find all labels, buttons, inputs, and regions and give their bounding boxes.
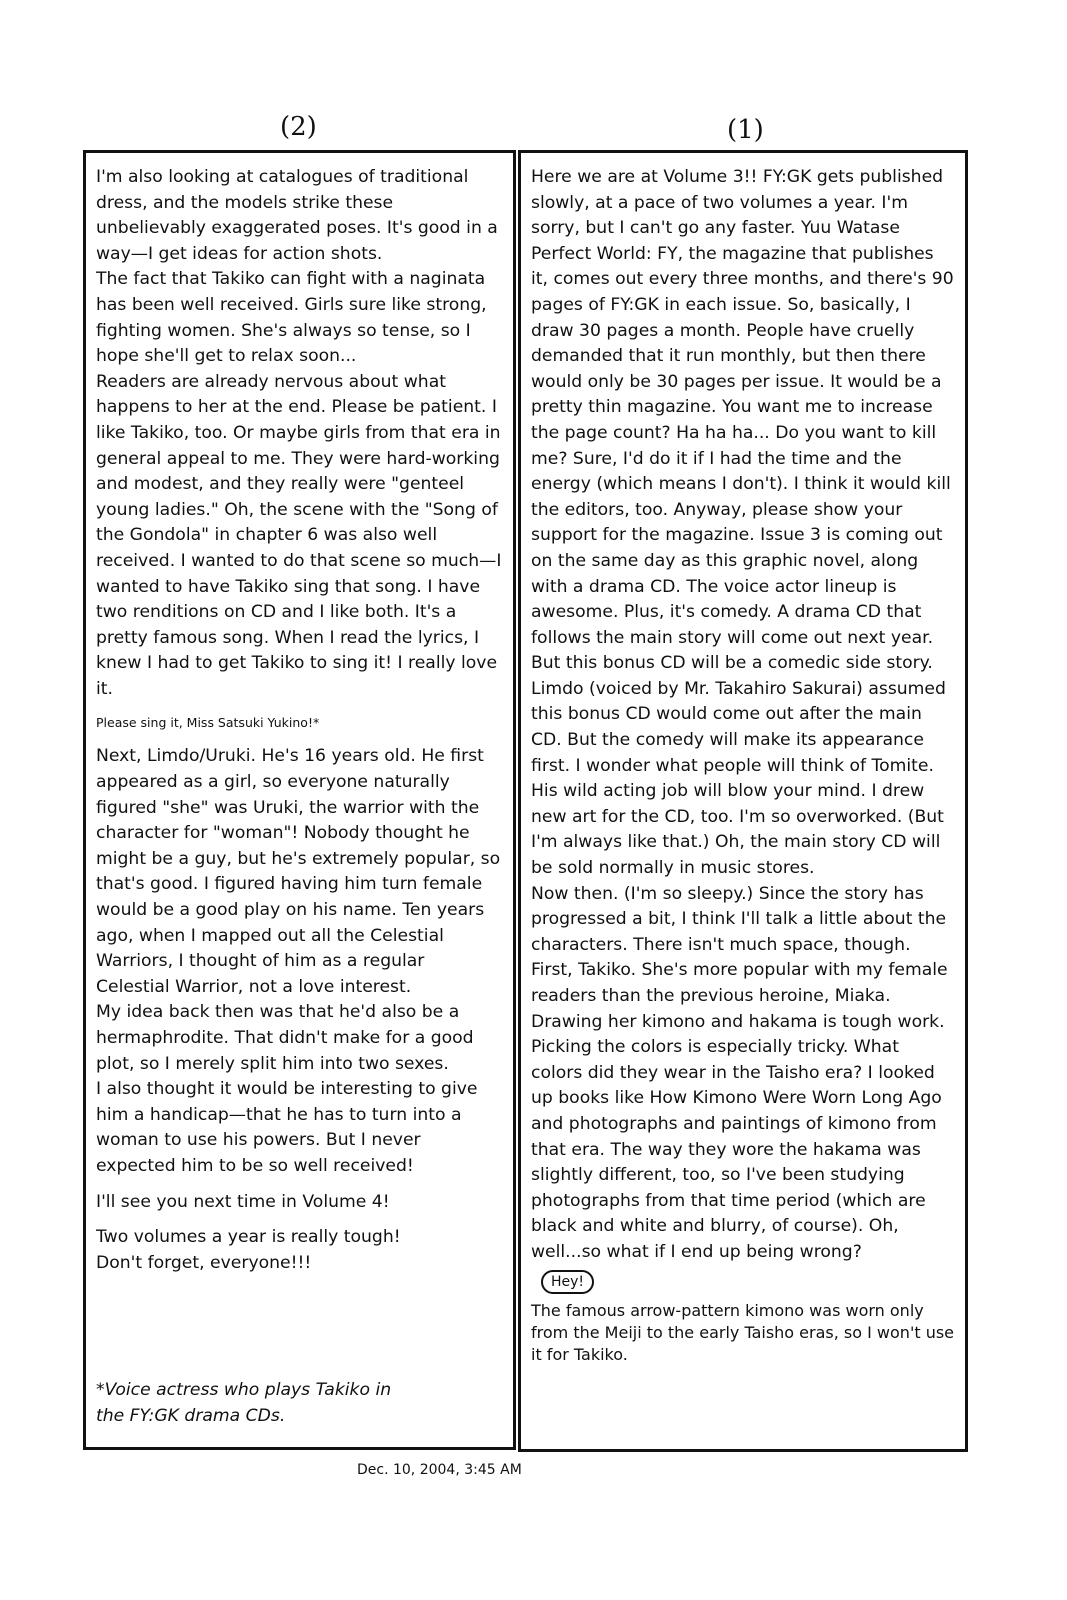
left-paragraph: My idea back then was that he'd also be a hermaphrodite. That didn't make for a good plot, so I merely split him into two sexes. (96, 1002, 474, 1074)
right-paragraph: First, Takiko. She's more popular with my female readers than the previous heroine, Miaka. Drawing her kimono and hakama is tough work. Picking the colors is especially tricky. What colors did they wear in the Taisho era? I looked up books like How Kimono Were Worn Long Ago and photographs and paintings of kimono from that era. The way they wore the hakama was slightly different, too, so I've been studying photographs from that time period (which are black and white and blurry, of course). Oh, well...so what if I end up being wrong? (531, 960, 948, 1262)
right-column-panel (518, 150, 968, 1452)
page-number-1: (1) (727, 115, 764, 145)
closing-line: I'll see you next time in Volume 4! (96, 1191, 390, 1212)
left-paragraph: I'm also looking at catalogues of traditional dress, and the models strike these unbelievably exaggerated poses. It's good in a way—I get ideas for action shots. (96, 167, 498, 264)
right-paragraph: Here we are at Volume 3!! FY:GK gets published slowly, at a pace of two volumes a year. I'm sorry, but I can't go any faster. Yuu Watase Perfect World: FY, the magazine that publishes it, comes out every three months, and there's 90 pages of FY:GK in each issue. So, basically, I draw 30 pages a month. People have cruelly demanded that it run monthly, but then there would only be 30 pages per issue. It would be a pretty thin magazine. You want me to increase the page count? Ha ha ha... Do you want to kill me? Sure, I'd do it if I had the time and the energy (which means I don't). I think it would kill the editors, too. Anyway, please show your support for the magazine. Issue 3 is coming out on the same day as this graphic novel, along with a drama CD. The voice actor lineup is awesome. Plus, it's comedy. A drama CD that follows the main story will come out next year. But this bonus CD will be a comedic side story. Limdo (voiced by Mr. Takahiro Sakurai) assumed this bonus CD would come out after the main CD. But the comedy will make its appearance first. I wonder what people will think of Tomite. His wild acting job will blow your mind. I drew new art for the CD, too. I'm so overworked. (But I'm always like that.) Oh, the main story CD will be sold normally in music stores. (531, 167, 954, 879)
left-column-panel (83, 150, 516, 1450)
left-paragraph: Next, Limdo/Uruki. He's 16 years old. He first appeared as a girl, so everyone naturally figured "she" was Uruki, the warrior with the character for "woman"! Nobody thought he might be a guy, but he's extremely popular, so that's good. I figured having him turn female would be a good play on his name. Ten years ago, when I mapped out all the Celestial Warriors, I thought of him as a regular Celestial Warrior, not a love interest. (96, 746, 501, 997)
left-paragraph: The fact that Takiko can fight with a naginata has been well received. Girls sure like strong, fighting women. She's always so tense, so I hope she'll get to relax soon... (96, 269, 487, 367)
footnote: *Voice actress who plays Takiko in the FY:GK drama CDs. (96, 1380, 392, 1426)
closing-line: Two volumes a year is really tough! (96, 1227, 401, 1248)
page-number-2: (2) (280, 112, 317, 142)
kimono-note: The famous arrow-pattern kimono was worn only from the Meiji to the early Taisho eras, so I won't use it for Takiko. (531, 1300, 955, 1364)
closing-line: Don't forget, everyone!!! (96, 1252, 312, 1273)
hey-speech-bubble: Hey! (541, 1270, 594, 1294)
date-stamp: Dec. 10, 2004, 3:45 AM (357, 1462, 522, 1478)
small-note: Please sing it, Miss Satsuki Yukino!* (96, 715, 320, 731)
left-paragraph: Readers are already nervous about what happens to her at the end. Please be patient. I like Takiko, too. Or maybe girls from that era in general appeal to me. They were hard-working and modest, and they really were "genteel young ladies." Oh, the scene with the "Song of the Gondola" in chapter 6 was also well received. I wanted to do that scene so much—I wanted to have Takiko sing that song. I have two renditions on CD and I like both. It's a pretty famous song. When I read the lyrics, I knew I had to get Takiko to sing it! I really love it. (96, 371, 502, 699)
right-paragraph: Now then. (I'm so sleepy.) Since the story has progressed a bit, I think I'll talk a little about the characters. There isn't much space, though. (531, 883, 947, 955)
left-paragraph: I also thought it would be interesting to give him a handicap—that he has to turn into a woman to use his powers. But I never expected him to be so well received! (96, 1079, 478, 1176)
